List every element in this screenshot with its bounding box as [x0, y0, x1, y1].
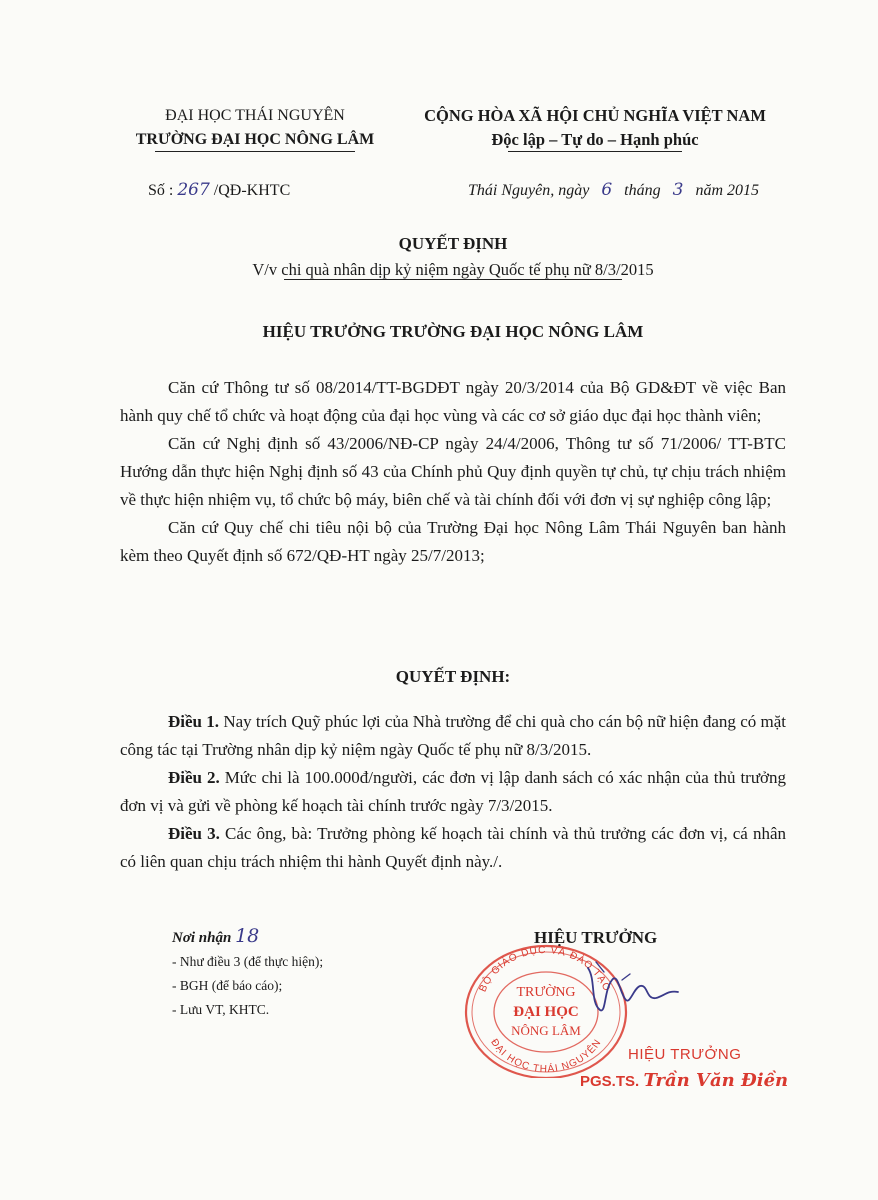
article-text: Mức chi là 100.000đ/người, các đơn vị lập danh sách có xác nhận của thủ trưởng đơn vị và gửi về phòng kế hoạch tài chính trước ngày 7/3/2015.: [120, 768, 787, 815]
article-label: Điều 3.: [168, 824, 220, 843]
number-handwritten: 267: [177, 180, 210, 200]
seal-inner-line: ĐẠI HỌC: [513, 1004, 579, 1020]
document-title: QUYẾT ĐỊNH: [398, 234, 508, 253]
issuing-authority: HIỆU TRƯỞNG TRƯỜNG ĐẠI HỌC NÔNG LÂM: [262, 322, 644, 341]
issuer-name-text: TRƯỜNG ĐẠI HỌC NÔNG LÂM: [136, 128, 375, 152]
legal-basis: Căn cứ Nghị định số 43/2006/NĐ-CP ngày 24/4/2006, Thông tư số 71/2006/ TT-BTC Hướng dẫn thực hiện Nghị định số 43 của Chính phủ Quy định quyền tự chủ, tự chịu trách nhiệm về thực hiện nhiệm vụ, tổ chức bộ máy, biên chế và tài chính đối với đơn vị sự nghiệp công lập;: [120, 434, 786, 509]
number-suffix: /QĐ-KHTC: [213, 182, 291, 199]
seal-outer-top-text: BỘ GIÁO DỤC VÀ ĐÀO TẠO: [477, 944, 613, 994]
stamp-name-text: Trần Văn Điền: [643, 1070, 789, 1091]
decision-heading: QUYẾT ĐỊNH:: [395, 667, 511, 686]
article-text: Các ông, bà: Trưởng phòng kế hoạch tài chính và thủ trưởng các đơn vị, cá nhân có liên quan chịu trách nhiệm thi hành Quyết định này./.: [120, 824, 787, 871]
article-item: [120, 708, 786, 764]
seal-inner-line: NÔNG LÂM: [511, 1023, 581, 1038]
signature-position: HIỆU TRƯỞNG: [534, 928, 658, 947]
stamp-position: HIỆU TRƯỞNG: [628, 1046, 742, 1063]
date-month-label: tháng: [624, 182, 661, 199]
legal-basis: Căn cứ Quy chế chi tiêu nội bộ của Trường Đại học Nông Lâm Thái Nguyên ban hành kèm theo Quyết định số 672/QĐ-HT ngày 25/7/2013;: [120, 518, 786, 565]
recipient-item: - BGH (để báo cáo);: [172, 978, 283, 993]
handwritten-signature: [560, 950, 700, 1030]
number-prefix: Số :: [148, 182, 174, 199]
national-motto-block: [398, 104, 792, 152]
seal-outer-bottom-text: ĐẠI HỌC THÁI NGUYÊN: [488, 1037, 604, 1076]
date-year: năm 2015: [695, 182, 759, 199]
recipients-count-handwritten: 18: [235, 925, 260, 947]
date-month: 3: [672, 180, 684, 200]
recipient-item: - Như điều 3 (để thực hiện);: [172, 954, 324, 969]
date-place: Thái Nguyên, ngày: [468, 182, 590, 199]
article-item: [120, 764, 786, 820]
seal-inner-line: TRƯỜNG: [516, 985, 576, 1000]
legal-basis: Căn cứ Thông tư số 08/2014/TT-BGDĐT ngày 20/3/2014 của Bộ GD&ĐT về việc Ban hành quy chế tổ chức và hoạt động của đại học vùng và các cơ sở giáo dục đại học thành viên;: [120, 378, 786, 425]
recipient-item: - Lưu VT, KHTC.: [172, 1002, 270, 1017]
recipients-block: [172, 924, 432, 1022]
recipients-title-text: Nơi nhận: [172, 930, 232, 946]
national-title: CỘNG HÒA XÃ HỘI CHỦ NGHĨA VIỆT NAM: [424, 106, 766, 125]
document-date: [468, 180, 759, 200]
stamp-name: [580, 1070, 788, 1091]
document-subject-text: V/v chi quà nhân dịp kỷ niệm ngày Quốc tế phụ nữ 8/3/2015: [252, 260, 654, 279]
article-item: [120, 820, 786, 876]
article-label: Điều 2.: [168, 768, 220, 787]
date-day: 6: [601, 180, 613, 200]
article-text: Nay trích Quỹ phúc lợi của Nhà trường để chi quà cho cán bộ nữ hiện đang có mặt công tác tại Trường nhân dịp kỷ niệm ngày Quốc tế phụ nữ 8/3/2015.: [120, 712, 787, 759]
document-subject: [120, 260, 786, 280]
national-motto: [398, 128, 792, 152]
recipients-title: [172, 924, 432, 950]
legal-bases: [120, 374, 786, 570]
issuer-parent: ĐẠI HỌC THÁI NGUYÊN: [165, 107, 345, 124]
stamp-name-prefix: PGS.TS.: [580, 1073, 640, 1090]
issuer-block: [110, 104, 400, 152]
national-motto-text: Độc lập – Tự do – Hạnh phúc: [491, 128, 698, 152]
article-label: Điều 1.: [168, 712, 220, 731]
document-number: [148, 180, 290, 200]
issuer-name: [110, 128, 400, 152]
articles: [120, 708, 786, 876]
